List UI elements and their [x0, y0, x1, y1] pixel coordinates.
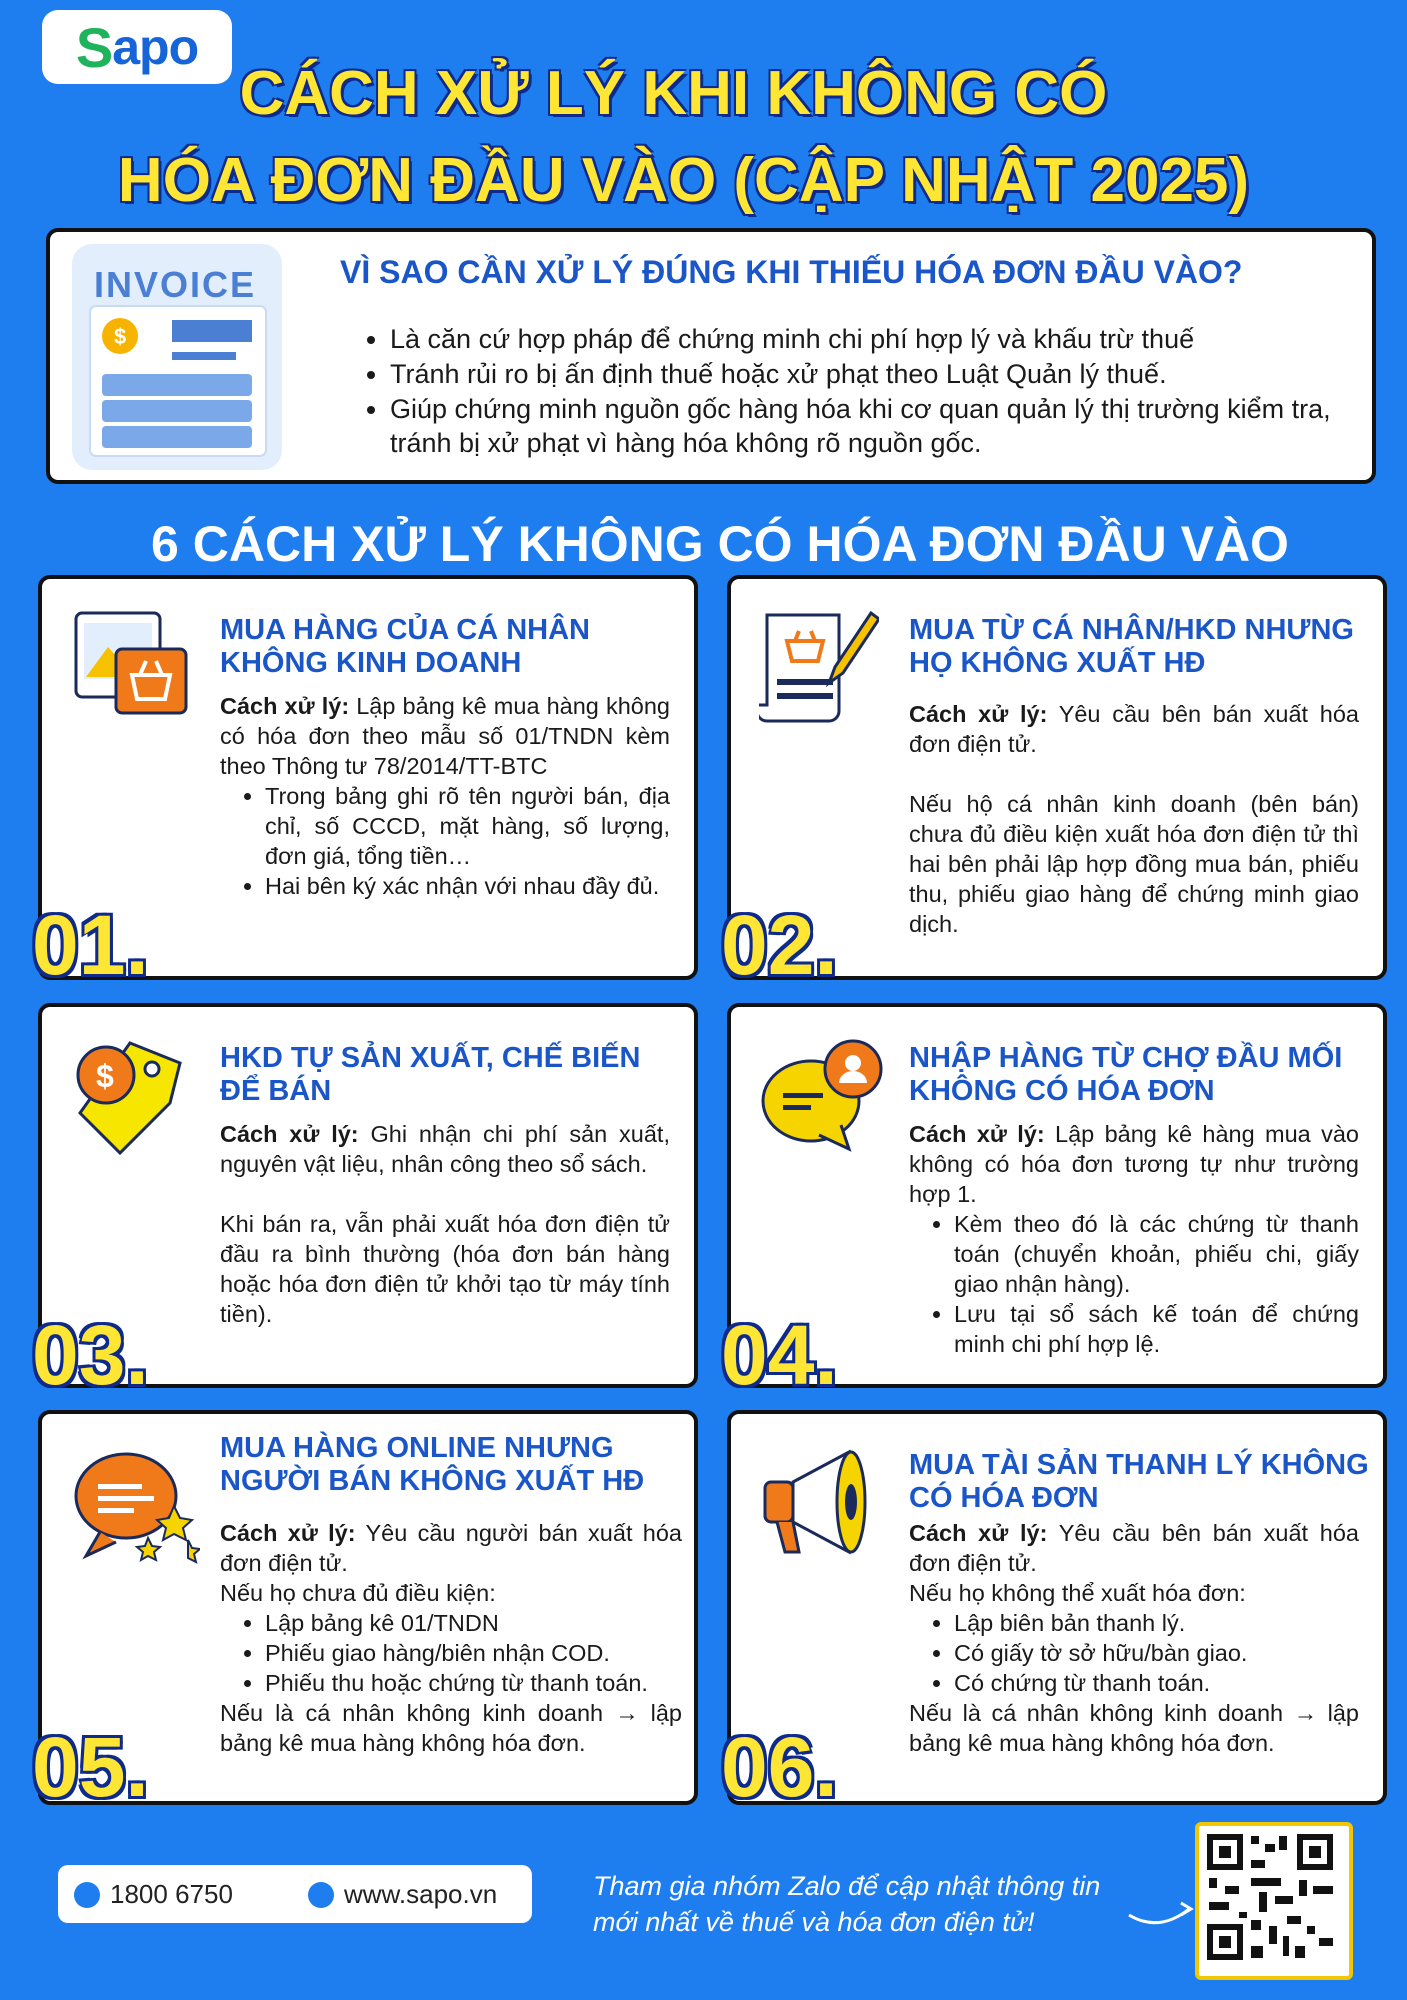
card-bullet: • Lập biên bản thanh lý. [954, 1608, 1359, 1638]
logo-text: apo [112, 19, 199, 75]
card-bullet: • Có giấy tờ sở hữu/bàn giao. [954, 1638, 1359, 1668]
card-number: 01. [32, 898, 149, 992]
card-bullet: • Có chứng từ thanh toán. [954, 1668, 1359, 1698]
card-heading: MUA HÀNG ONLINE NHƯNG NGƯỜI BÁN KHÔNG XUẤT HĐ [220, 1432, 645, 1497]
method-label: Cách xử lý: [220, 1520, 356, 1546]
megaphone-icon [759, 1442, 889, 1562]
method-label: Cách xử lý: [909, 1520, 1048, 1546]
why-bullet: • Giúp chứng minh nguồn gốc hàng hóa khi cơ quan quản lý thị trường kiểm tra, tránh bị xử phạt vì hàng hóa không rõ nguồn gốc. [390, 392, 1390, 460]
card-number: 02. [721, 898, 838, 992]
card-body [220, 1518, 682, 1758]
svg-text:$: $ [114, 324, 127, 349]
method-label: Cách xử lý: [220, 693, 350, 719]
why-bullets [360, 322, 1390, 461]
phone-number: 1800 6750 [110, 1879, 233, 1909]
card-bullet: • Phiếu giao hàng/biên nhận COD. [265, 1638, 682, 1668]
card-03 [32, 1003, 698, 1402]
method-label: Cách xử lý: [909, 701, 1048, 727]
shop-basket-icon [70, 607, 192, 719]
logo-s: S [75, 15, 113, 79]
card-paragraph: Khi bán ra, vẫn phải xuất hóa đơn điện tử đầu ra bình thường (hóa đơn bán hàng hoặc hóa đơn điện tử khởi tạo từ máy tính tiền). [220, 1211, 670, 1327]
card-number: 06. [721, 1720, 838, 1814]
card-line: Nếu họ chưa đủ điều kiện: [220, 1580, 496, 1606]
invoice-label: INVOICE [94, 264, 257, 305]
card-body [909, 1518, 1359, 1758]
qr-code[interactable] [1195, 1822, 1353, 1980]
invoice-icon [72, 244, 282, 470]
phone-icon [74, 1882, 100, 1908]
chat-stars-icon [70, 1444, 200, 1564]
why-heading: VÌ SAO CẦN XỬ LÝ ĐÚNG KHI THIẾU HÓA ĐƠN ĐẦU VÀO? [340, 254, 1243, 290]
method-text: Lập bảng kê hàng mua vào không có hóa đơn tương tự như trường hợp 1. [909, 1121, 1359, 1207]
card-paragraph: Nếu hộ cá nhân kinh doanh (bên bán) chưa đủ điều kiện xuất hóa đơn điện tử thì hai bên phải lập hợp đồng mua bán, phiếu thu, phiếu giao hàng để chứng minh giao dịch. [909, 791, 1359, 937]
card-line: Nếu họ không thể xuất hóa đơn: [909, 1580, 1246, 1606]
zalo-invite [593, 1868, 1100, 1940]
card-tail: Nếu là cá nhân không kinh doanh → lập bảng kê mua hàng không hóa đơn. [220, 1700, 682, 1756]
method-text: Yêu cầu bên bán xuất hóa đơn điện tử. [909, 701, 1359, 757]
method-text: Yêu cầu người bán xuất hóa đơn điện tử. [220, 1520, 682, 1576]
card-number: 05. [32, 1720, 149, 1814]
card-01 [32, 575, 698, 992]
card-body [220, 691, 670, 901]
page-title-line2: HÓA ĐƠN ĐẦU VÀO (CẬP NHẬT 2025) [117, 146, 1250, 215]
card-heading: NHẬP HÀNG TỪ CHỢ ĐẦU MỐI KHÔNG CÓ HÓA ĐƠN [909, 1042, 1343, 1107]
card-05 [32, 1410, 698, 1814]
card-bullet: • Trong bảng ghi rõ tên người bán, địa chỉ, số CCCD, mặt hàng, số lượng, đơn giá, tổng tiền… [265, 781, 670, 871]
why-bullet: • Tránh rủi ro bị ấn định thuế hoặc xử phạt theo Luật Quản lý thuế. [390, 357, 1390, 391]
card-bullet: • Hai bên ký xác nhận với nhau đầy đủ. [265, 871, 670, 901]
phone-contact[interactable] [74, 1879, 233, 1910]
card-bullet: • Lập bảng kê 01/TNDN [265, 1608, 682, 1638]
page-title-line1: CÁCH XỬ LÝ KHI KHÔNG CÓ [239, 59, 1108, 128]
method-label: Cách xử lý: [909, 1121, 1045, 1147]
svg-text:$: $ [96, 1058, 114, 1094]
chat-user-icon [759, 1035, 889, 1155]
method-text: Lập bảng kê mua hàng không có hóa đơn theo mẫu số 01/TNDN kèm theo Thông tư 78/2014/TT-BTC [220, 693, 670, 779]
card-number: 04. [721, 1308, 838, 1402]
price-tag-icon [70, 1035, 190, 1155]
website-url: www.sapo.vn [344, 1879, 498, 1909]
website-link[interactable] [308, 1879, 497, 1910]
card-bullet: • Lưu tại sổ sách kế toán để chứng minh chi phí hợp lệ. [954, 1299, 1359, 1359]
qr-code-icon [1199, 1826, 1341, 1968]
contact-box [58, 1865, 532, 1923]
card-bullet: • Kèm theo đó là các chứng từ thanh toán (chuyển khoản, phiếu chi, giấy giao nhận hàng). [954, 1209, 1359, 1299]
method-text: Yêu cầu bên bán xuất hóa đơn điện tử. [909, 1520, 1359, 1576]
card-04 [721, 1003, 1387, 1402]
zalo-line: Tham gia nhóm Zalo để cập nhật thông tin [593, 1871, 1101, 1901]
card-body [909, 699, 1359, 939]
zalo-line: mới nhất về thuế và hóa đơn điện tử! [593, 1907, 1035, 1937]
method-label: Cách xử lý: [220, 1121, 359, 1147]
card-heading: MUA TỪ CÁ NHÂN/HKD NHƯNG HỌ KHÔNG XUẤT HĐ [909, 614, 1354, 679]
card-body [909, 1119, 1359, 1359]
document-pen-icon [759, 607, 879, 727]
card-bullet: • Phiếu thu hoặc chứng từ thanh toán. [265, 1668, 682, 1698]
card-02 [721, 575, 1387, 992]
card-heading: MUA HÀNG CỦA CÁ NHÂN KHÔNG KINH DOANH [220, 614, 590, 679]
section-title: 6 CÁCH XỬ LÝ KHÔNG CÓ HÓA ĐƠN ĐẦU VÀO [151, 516, 1289, 572]
method-text: Ghi nhận chi phí sản xuất, nguyên vật liệu, nhân công theo sổ sách. [220, 1121, 670, 1177]
card-tail: Nếu là cá nhân không kinh doanh → lập bảng kê mua hàng không hóa đơn. [909, 1700, 1359, 1756]
invoice-illustration [72, 244, 282, 470]
card-heading: HKD TỰ SẢN XUẤT, CHẾ BIẾN ĐỂ BÁN [220, 1042, 641, 1107]
card-number: 03. [32, 1308, 149, 1402]
card-06 [721, 1410, 1387, 1814]
why-box [46, 228, 1376, 484]
globe-icon [308, 1882, 334, 1908]
card-body [220, 1119, 670, 1329]
why-bullet: • Là căn cứ hợp pháp để chứng minh chi phí hợp lý và khấu trừ thuế [390, 322, 1390, 356]
card-heading: MUA TÀI SẢN THANH LÝ KHÔNG CÓ HÓA ĐƠN [909, 1449, 1369, 1514]
arrow-icon [1125, 1895, 1195, 1935]
